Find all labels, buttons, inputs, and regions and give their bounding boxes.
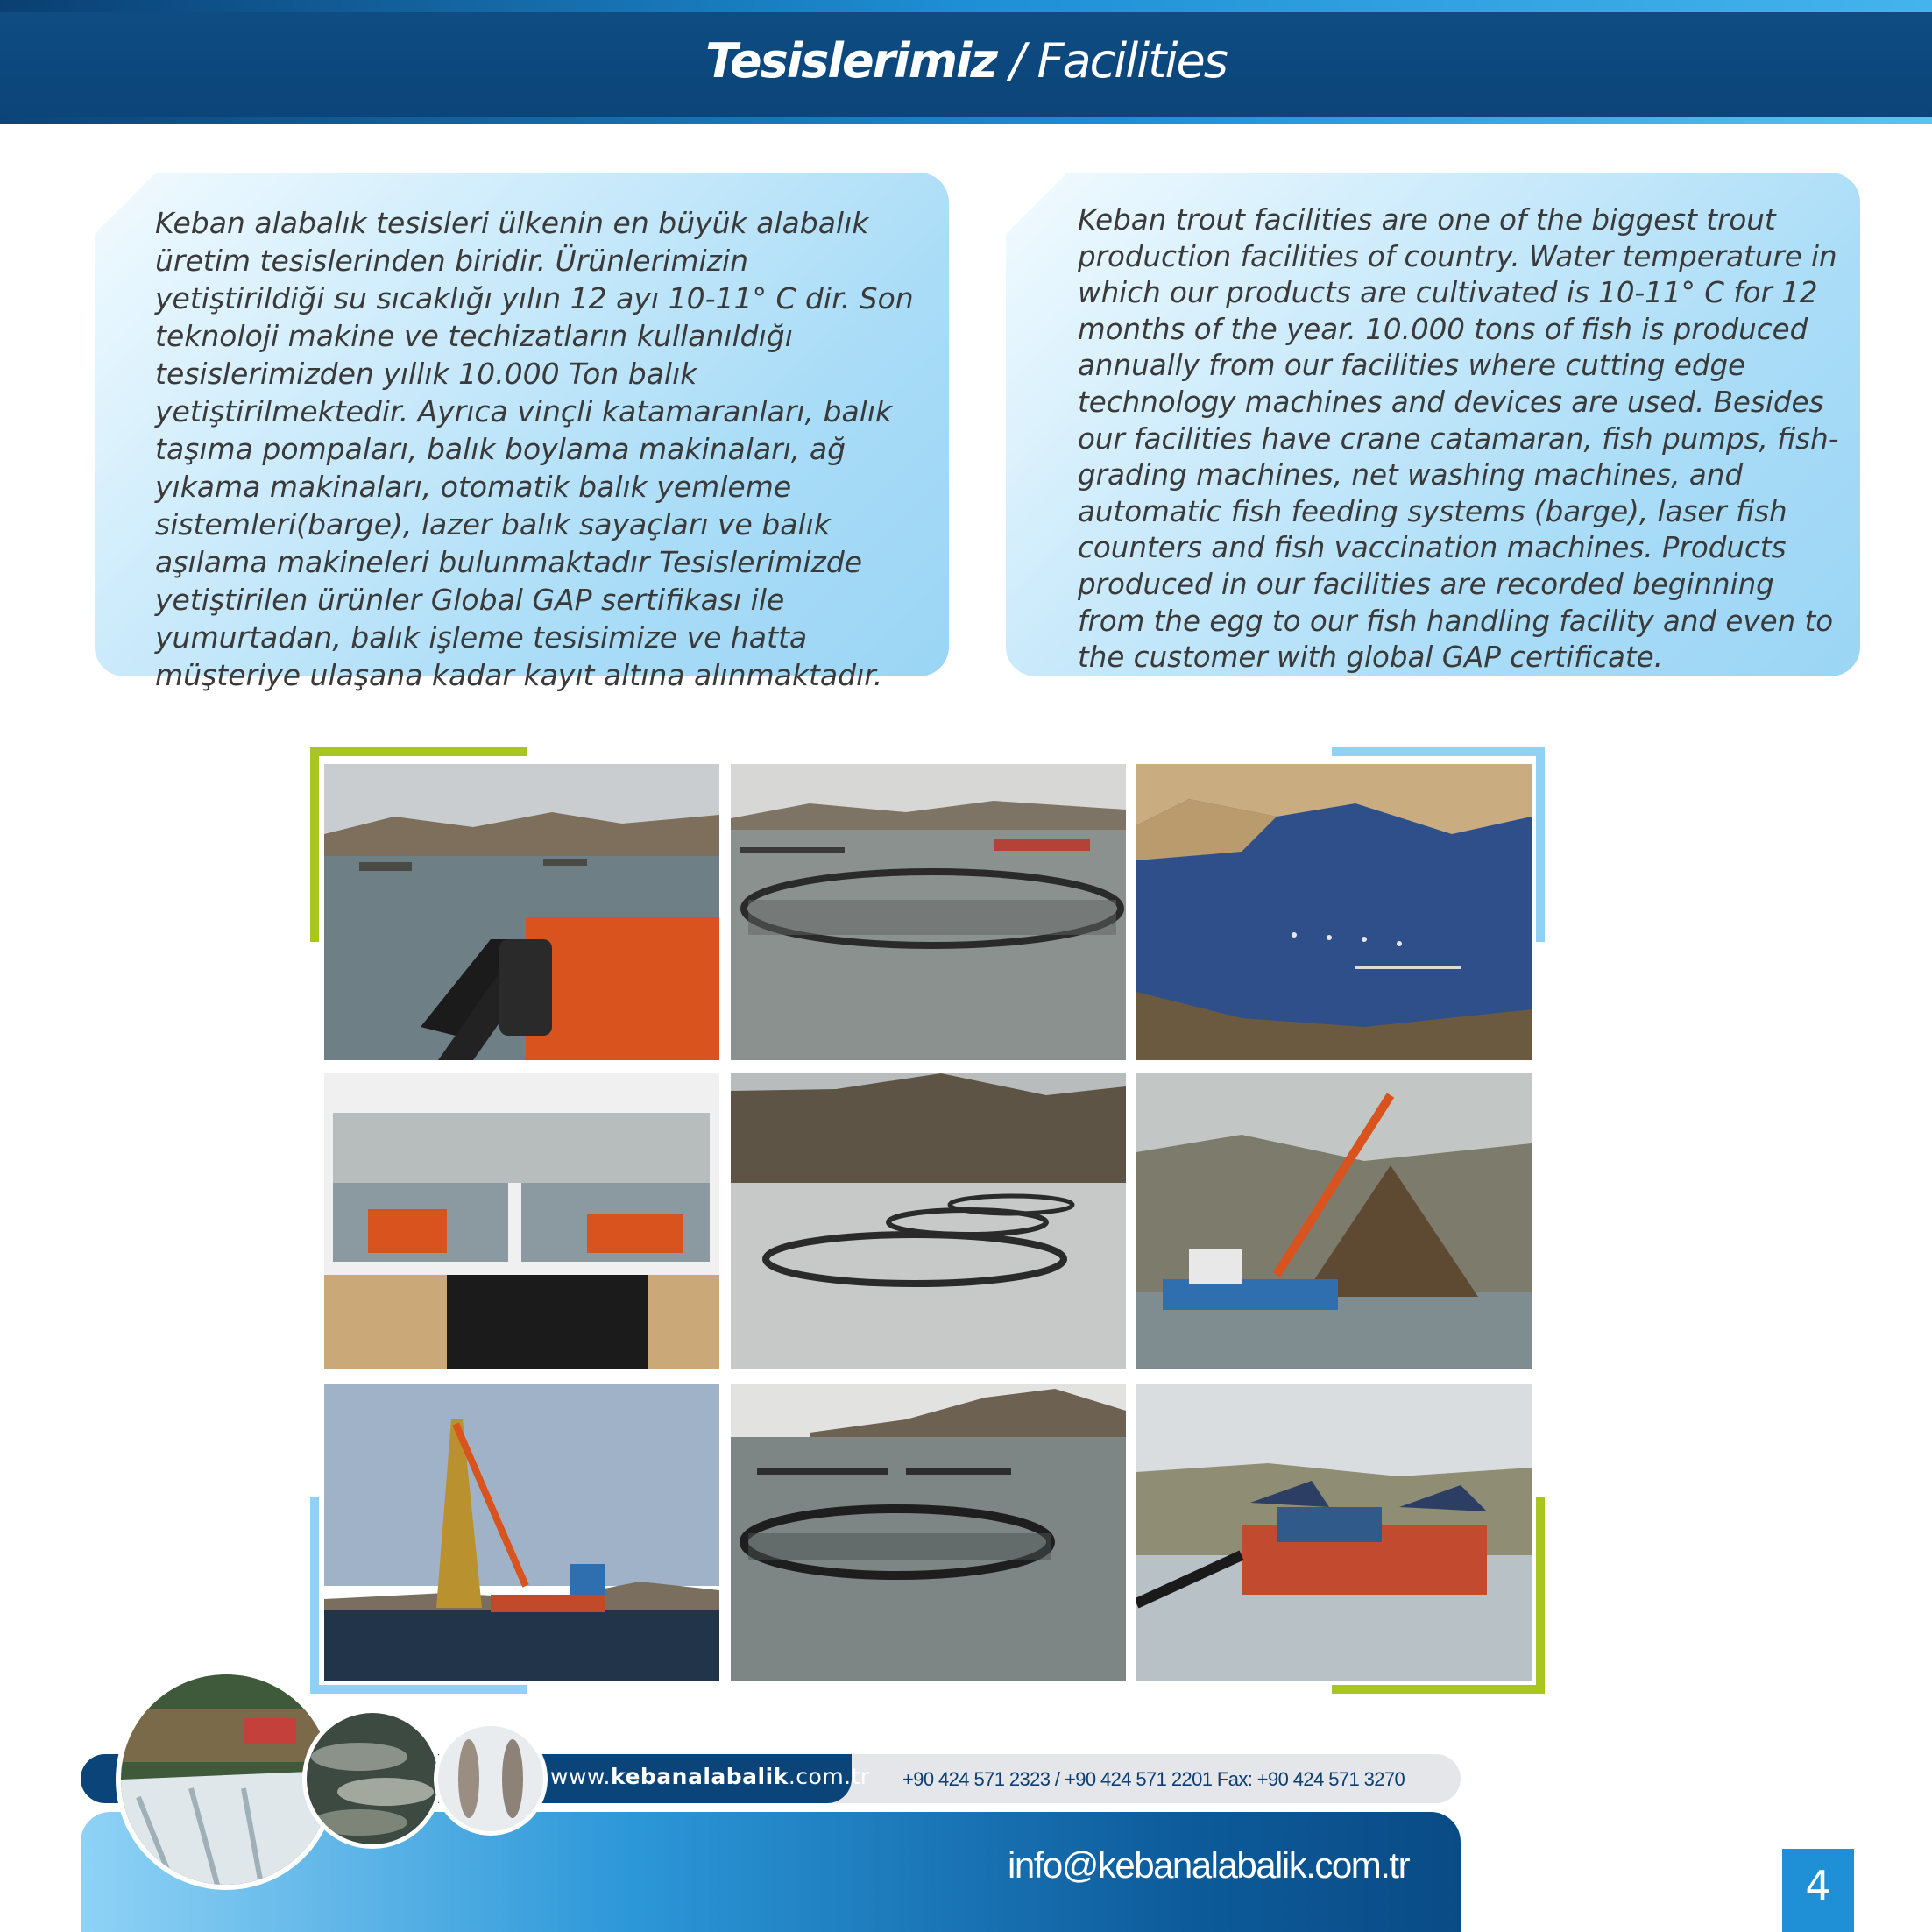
turkish-text-box [95, 173, 949, 692]
page-title [0, 33, 1932, 88]
title-turkish: Tesislerimiz [705, 33, 996, 88]
header-top-stripe [0, 0, 1932, 12]
box-notch [95, 173, 156, 234]
photo-cabin-view [324, 1073, 719, 1369]
site-prefix: www. [550, 1764, 611, 1789]
photo-feed-barge [1136, 1384, 1532, 1681]
photo-feeding-pump [324, 764, 719, 1060]
phone-fax-numbers: +90 424 571 2323 / +90 424 571 2201 Fax: +90 424 571 3270 [902, 1768, 1405, 1790]
footer-fish-on-ice-photo [434, 1722, 548, 1836]
photo-net-pens [731, 764, 1126, 1060]
photo-crane-net-lift [324, 1384, 719, 1681]
website-link[interactable] [550, 1764, 870, 1789]
photo-circular-pens [731, 1073, 1126, 1369]
header-bottom-stripe [0, 117, 1932, 124]
box-notch [1006, 173, 1067, 234]
photo-round-pen [731, 1384, 1126, 1681]
english-paragraph: Keban trout facilities are one of the biggest trout production facilities of country. Water temperature in which our products are cultivated is 10-11° C for 12 months of the year. 10.000 tons of fish is produced annually from our facilities where cutting edge technology machines and devices are used. Besides our facilities have crane catamaran, fish pumps, fish-grading machines, net washing machines, and automatic fish feeding systems (barge), laser fish counters and fish vaccination machines. Products produced in our facilities are recorded beginning from the egg to our fish handling facility and even to the customer with global GAP certificate. [1078, 203, 1839, 675]
site-name: kebanalabalik [611, 1764, 789, 1789]
title-separator: / [995, 33, 1037, 88]
footer-trout-photo [302, 1709, 442, 1849]
site-suffix: .com.tr [788, 1764, 870, 1789]
email-link[interactable]: info@kebanalabalik.com.tr [1008, 1844, 1410, 1886]
turkish-paragraph: Keban alabalık tesisleri ülkenin en büyük alabalık üretim tesislerinden biridir. Ürünlerimizin yetiştirildiği su sıcaklığı yılın 12 ayı 10-11° C dir. Son teknoloji makine ve techizatların kullanıldığı tesislerimizden yıllık 10.000 Ton balık yetiştirilmektedir. Ayrıca vinçli katamaranları, balık taşıma pompaları, balık boylama makinaları, ağ yıkama makinaları, otomatik balık yemleme sistemleri(barge), lazer balık sayaçları ve balık aşılama makineleri bulunmaktadır Tesislerimizde yetiştirilen ürünler Global GAP sertifikası ile yumurtadan, balık işleme tesisimize ve hatta müşteriye ulaşana kadar kayıt altına alınmaktadır. [155, 206, 914, 692]
english-text-box [1006, 173, 1860, 676]
photo-reservoir-aerial [1136, 764, 1532, 1060]
title-english: Facilities [1037, 33, 1227, 88]
page-number: 4 [1805, 1862, 1831, 1909]
photo-crane-catamaran [1136, 1073, 1532, 1369]
